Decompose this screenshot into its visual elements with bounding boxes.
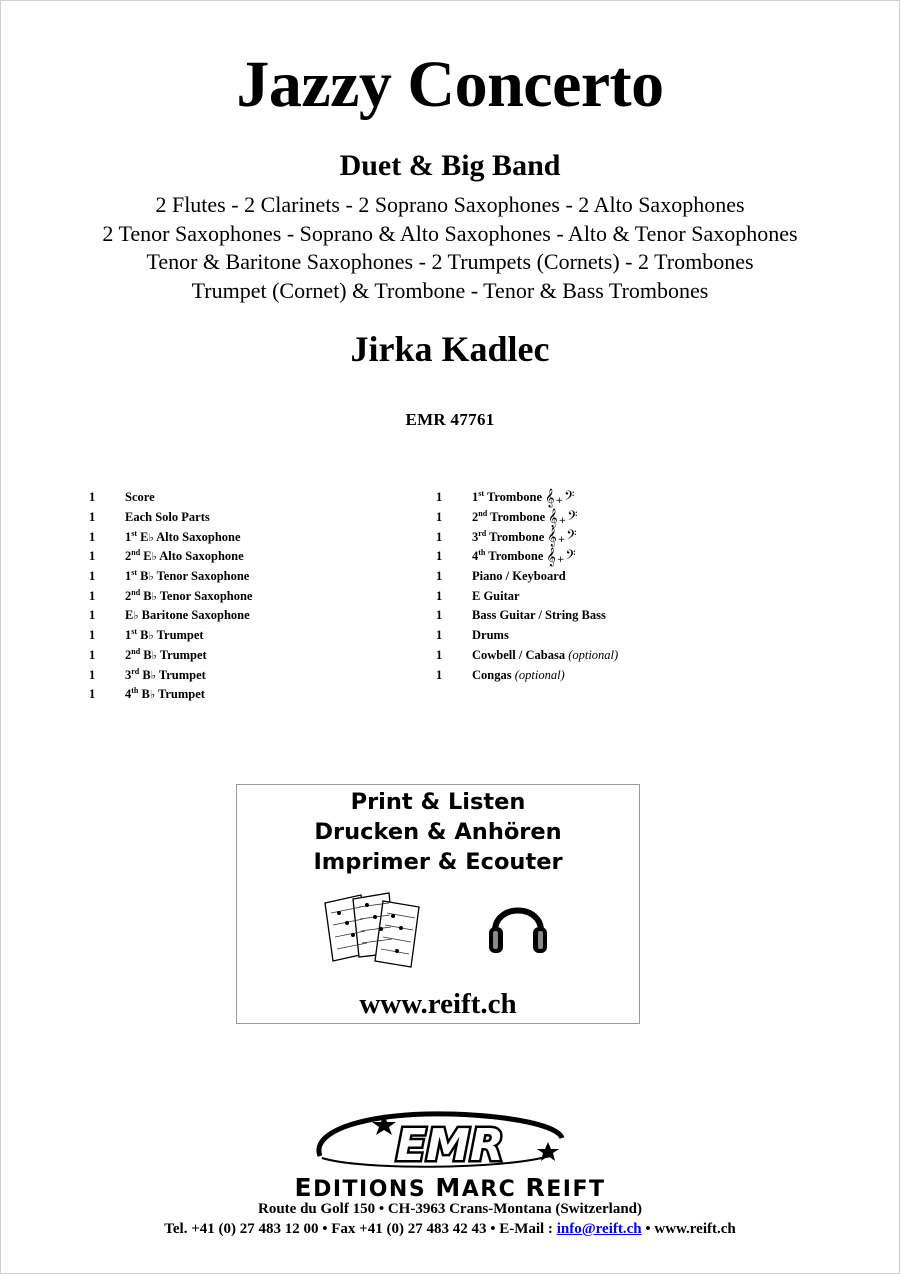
parts-list-right <box>436 488 618 685</box>
part-row <box>436 547 618 567</box>
part-name: 4th B♭ Trumpet <box>125 686 205 702</box>
part-row <box>89 508 252 528</box>
part-quantity: 1 <box>89 667 96 682</box>
part-quantity: 1 <box>89 687 96 702</box>
part-name: Each Solo Parts <box>125 510 210 525</box>
flat-icon: ♭ <box>133 610 139 623</box>
treble-bass-clef-icon: 𝄞+𝄢 <box>545 487 575 507</box>
flat-icon: ♭ <box>149 689 156 702</box>
part-name: 2nd Trombone <box>472 508 546 525</box>
print-listen-box <box>236 784 640 1024</box>
part-row <box>89 606 252 626</box>
publisher-address: Route du Golf 150 • CH-3963 Crans-Montana (Switzerland) <box>258 1201 642 1217</box>
publisher-contact <box>0 1219 900 1239</box>
part-name: 4th Trombone <box>472 548 544 564</box>
part-name: Piano / Keyboard <box>472 569 566 584</box>
flat-icon: ♭ <box>148 630 154 643</box>
part-quantity: 1 <box>436 510 443 525</box>
subtitle: Duet & Big Band <box>339 149 561 182</box>
part-quantity: 1 <box>89 549 96 564</box>
part-quantity: 1 <box>436 529 443 544</box>
part-quantity: 1 <box>89 569 96 584</box>
part-name: Cowbell / Cabasa (optional) <box>472 647 619 662</box>
contact-phone-fax: Tel. +41 (0) 27 483 12 00 • Fax +41 (0) 27 483 42 43 • E-Mail : <box>164 1221 557 1237</box>
part-name: 1st B♭ Tenor Saxophone <box>125 567 250 584</box>
publisher-logo <box>0 1108 900 1178</box>
print-listen-fr: Imprimer & Ecouter <box>313 849 563 875</box>
part-quantity: 1 <box>436 667 443 682</box>
flat-icon: ♭ <box>148 531 154 544</box>
part-row <box>89 665 252 685</box>
part-quantity: 1 <box>89 490 96 505</box>
treble-bass-clef-icon: 𝄞+𝄢 <box>548 507 578 527</box>
composer-name: Jirka Kadlec <box>350 329 550 369</box>
part-row <box>89 586 252 606</box>
part-row <box>436 586 618 606</box>
part-row <box>89 626 252 646</box>
part-row <box>89 685 252 705</box>
part-quantity: 1 <box>89 608 96 623</box>
part-quantity: 1 <box>436 588 443 603</box>
print-box-url[interactable]: www.reift.ch <box>359 988 517 1020</box>
part-row <box>89 488 252 508</box>
email-link[interactable]: info@reift.ch <box>556 1221 642 1237</box>
part-quantity: 1 <box>89 510 96 525</box>
instrumentation-list <box>0 191 900 305</box>
part-quantity: 1 <box>436 490 443 505</box>
flat-icon: ♭ <box>151 649 157 662</box>
part-name: 2nd B♭ Trumpet <box>125 646 207 662</box>
emr-logo-icon <box>300 1108 600 1174</box>
instrumentation-line: Tenor & Baritone Saxophones - 2 Trumpets (Cornets) - 2 Trombones <box>146 249 754 274</box>
part-quantity: 1 <box>436 628 443 643</box>
part-name: 3rd B♭ Trumpet <box>125 666 206 682</box>
print-listen-de: Drucken & Anhören <box>314 819 562 845</box>
flat-icon: ♭ <box>151 551 157 564</box>
part-name: Score <box>125 490 155 505</box>
part-row <box>89 547 252 567</box>
parts-list-left <box>89 488 252 705</box>
part-row <box>436 606 618 626</box>
instrumentation-line: 2 Tenor Saxophones - Soprano & Alto Saxophones - Alto & Tenor Saxophones <box>102 220 798 246</box>
treble-bass-clef-icon: 𝄞+𝄢 <box>547 527 577 547</box>
part-quantity: 1 <box>436 647 443 662</box>
part-quantity: 1 <box>436 608 443 623</box>
part-row <box>436 508 618 528</box>
part-row <box>436 665 618 685</box>
sheet-music-icon <box>319 891 429 971</box>
part-name: 1st E♭ Alto Saxophone <box>125 528 241 544</box>
part-name: Drums <box>472 628 509 643</box>
part-name: E Guitar <box>472 588 520 603</box>
part-name: 1st B♭ Trumpet <box>125 627 204 643</box>
part-row <box>89 527 252 547</box>
publisher-name: EDITIONS MARC REIFT <box>294 1173 606 1202</box>
edition-number: EMR 47761 <box>405 410 495 429</box>
part-quantity: 1 <box>89 529 96 544</box>
page-title: Jazzy Concerto <box>236 48 664 121</box>
part-row <box>89 567 252 587</box>
treble-bass-clef-icon: 𝄞+𝄢 <box>546 546 576 566</box>
part-row <box>89 646 252 666</box>
headphones-icon <box>487 891 549 961</box>
part-row <box>436 527 618 547</box>
part-quantity: 1 <box>436 569 443 584</box>
instrumentation-line: 2 Flutes - 2 Clarinets - 2 Soprano Saxophones - 2 Alto Saxophones <box>155 192 745 217</box>
part-name: Bass Guitar / String Bass <box>472 608 606 623</box>
part-row <box>436 488 618 508</box>
part-row <box>436 626 618 646</box>
part-quantity: 1 <box>89 588 96 603</box>
flat-icon: ♭ <box>151 590 157 603</box>
part-name: 1st Trombone <box>472 489 543 505</box>
instrumentation-line: Trumpet (Cornet) & Trombone - Tenor & Bass Trombones <box>191 277 709 303</box>
flat-icon: ♭ <box>150 669 156 682</box>
part-quantity: 1 <box>436 549 443 564</box>
part-name: Congas (optional) <box>472 667 565 682</box>
logo-text: EMR <box>396 1120 504 1171</box>
part-row <box>436 646 618 666</box>
part-name: 2nd B♭ Tenor Saxophone <box>125 587 253 603</box>
contact-website: • www.reift.ch <box>641 1221 736 1237</box>
part-quantity: 1 <box>89 628 96 643</box>
flat-icon: ♭ <box>148 571 154 584</box>
part-name: 2nd E♭ Alto Saxophone <box>125 548 244 564</box>
part-name: 3rd Trombone <box>472 528 545 544</box>
part-quantity: 1 <box>89 647 96 662</box>
part-row <box>436 567 618 587</box>
print-listen-en: Print & Listen <box>350 789 526 815</box>
part-name: E♭ Baritone Saxophone <box>125 608 250 623</box>
